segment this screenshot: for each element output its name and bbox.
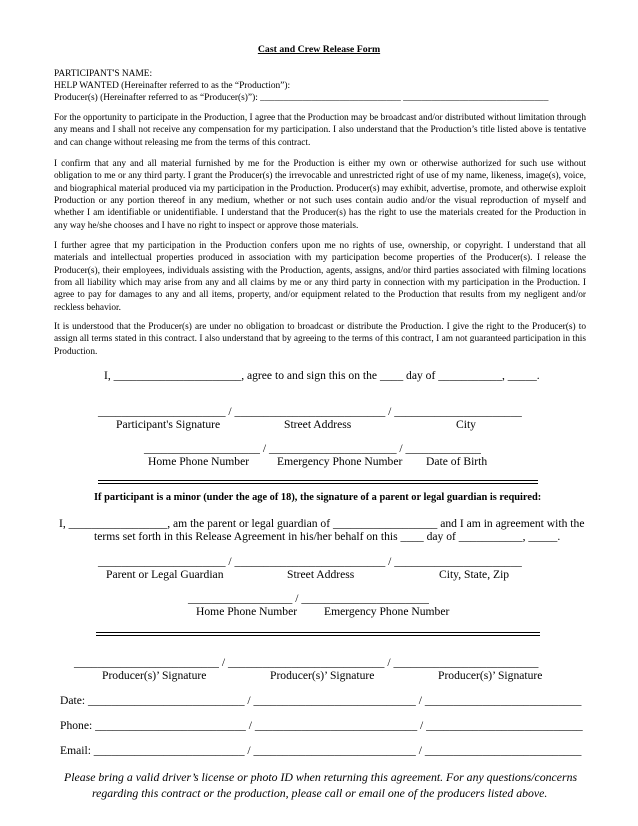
producer-signature-line[interactable]: _________________________ / ___________________________ / _________________________ xyxy=(74,656,539,669)
participant-signature-line[interactable]: ______________________ / __________________________ / ______________________ xyxy=(98,405,522,418)
footer-note-line-1: Please bring a valid driver’s license or photo ID when returning this agreement. For any questions/concerns xyxy=(64,770,578,784)
emergency-phone-label: Emergency Phone Number xyxy=(277,455,403,468)
producer-signature-label-3: Producer(s)’ Signature xyxy=(438,669,543,682)
divider xyxy=(98,480,538,481)
home-phone-label: Home Phone Number xyxy=(148,455,250,468)
producer-signature-label-2: Producer(s)’ Signature xyxy=(270,669,375,682)
agreement-line[interactable]: I, ______________________, agree to and sign this on the ____ day of ___________, _____. xyxy=(104,369,540,382)
city-state-zip-label: City, State, Zip xyxy=(439,568,510,581)
producer-phone-line[interactable]: Phone: __________________________ / ____________________________ / ___________________________ xyxy=(60,719,583,732)
date-of-birth-label: Date of Birth xyxy=(426,455,488,468)
guardian-signature-line[interactable]: ______________________ / __________________________ / ______________________ xyxy=(98,555,522,568)
page-title: Cast and Crew Release Form xyxy=(257,44,381,55)
guardian-signature-label: Parent or Legal Guardian xyxy=(106,568,224,581)
divider xyxy=(96,632,540,633)
paragraph-compensation: For the opportunity to participate in the Production, I agree that the Production may be broadcast and/or distributed without limitation through any means and I shall not receive any compensation for my participation. I also understand that the Production’s title listed above is tentative and can change without releasing me from the terms of this contract. xyxy=(54,113,586,148)
help-wanted-label: HELP WANTED (Hereinafter referred to as the “Production”): xyxy=(54,81,291,91)
producer-date-line[interactable]: Date: ___________________________ / ____________________________ / ___________________________ xyxy=(60,694,582,707)
guardian-emergency-phone-label: Emergency Phone Number xyxy=(324,605,450,618)
guardian-home-phone-label: Home Phone Number xyxy=(196,605,298,618)
producer-email-line[interactable]: Email: __________________________ / ____________________________ / ___________________________ xyxy=(60,744,582,757)
participant-phone-line[interactable]: ____________________ / ______________________ / _____________ xyxy=(144,442,481,455)
producers-line: Producer(s) (Hereinafter referred to as “Producer(s)”): ______________________________ _______________________________ xyxy=(54,93,549,103)
guardian-text-line-2[interactable]: terms set forth in this Release Agreement in his/her behalf on this ____ day of ___________, _____. xyxy=(94,530,561,543)
guardian-text-line-1[interactable]: I, _________________, am the parent or legal guardian of __________________ and I am in agreement with the xyxy=(59,517,585,530)
paragraph-materials: I confirm that any and all material furnished by me for the Production is either my own or otherwise authorized for such use without obligation to me or any third party. I grant the Producer(s) the irrevocable and unrestricted right of use of my name, likeness, image(s), voice, and biographical material produced via my participation in the Production. Producer(s) may exhibit, advertise, promote, and otherwise exploit Production or any portion thereof in any medium, whether or not such uses contain audio and/or the visual reproduction of myself and whether I am identifiable or unidentifiable. I understand that the Producer(s) has the right to use the materials created for the Production in any way he/she chooses and I have no right to inspect or approve those materials. xyxy=(54,159,586,231)
street-address-label: Street Address xyxy=(284,418,352,431)
participant-name-label: PARTICIPANT'S NAME: xyxy=(54,69,153,79)
city-label: City xyxy=(456,418,476,431)
paragraph-rights: I further agree that my participation in the Production confers upon me no rights of use, ownership, or copyright. I understand that all materials and intellectual properties produced in association with my participation become properties of the Producer(s). I release the Producer(s), their employees, individuals assisting with the Production, agents, assigns, and/or third parties associated with filming locations from all liability which may arise from any and all claims by me or any third party in connection with my participation in the Production. I agree to pay for damages to any and all items, property, and/or equipment related to the Production that results from my negligent and/or reckless behavior. xyxy=(54,241,586,313)
minor-heading: If participant is a minor (under the age of 18), the signature of a parent or legal guardian is required: xyxy=(94,492,542,503)
participant-signature-label: Participant's Signature xyxy=(116,418,221,431)
guardian-street-label: Street Address xyxy=(287,568,355,581)
producer-signature-label-1: Producer(s)’ Signature xyxy=(102,669,207,682)
footer-note-line-2: regarding this contract or the production, please call or email one of the producers listed above. xyxy=(92,786,548,800)
guardian-phone-line[interactable]: __________________ / ______________________ xyxy=(188,592,429,605)
paragraph-obligation: It is understood that the Producer(s) are under no obligation to broadcast or distribute the Production. I give the right to the Producer(s) to assign all terms stated in this contract. I also understand that by agreeing to the terms of this contract, I am not guaranteed participation in this Production. xyxy=(54,322,586,357)
